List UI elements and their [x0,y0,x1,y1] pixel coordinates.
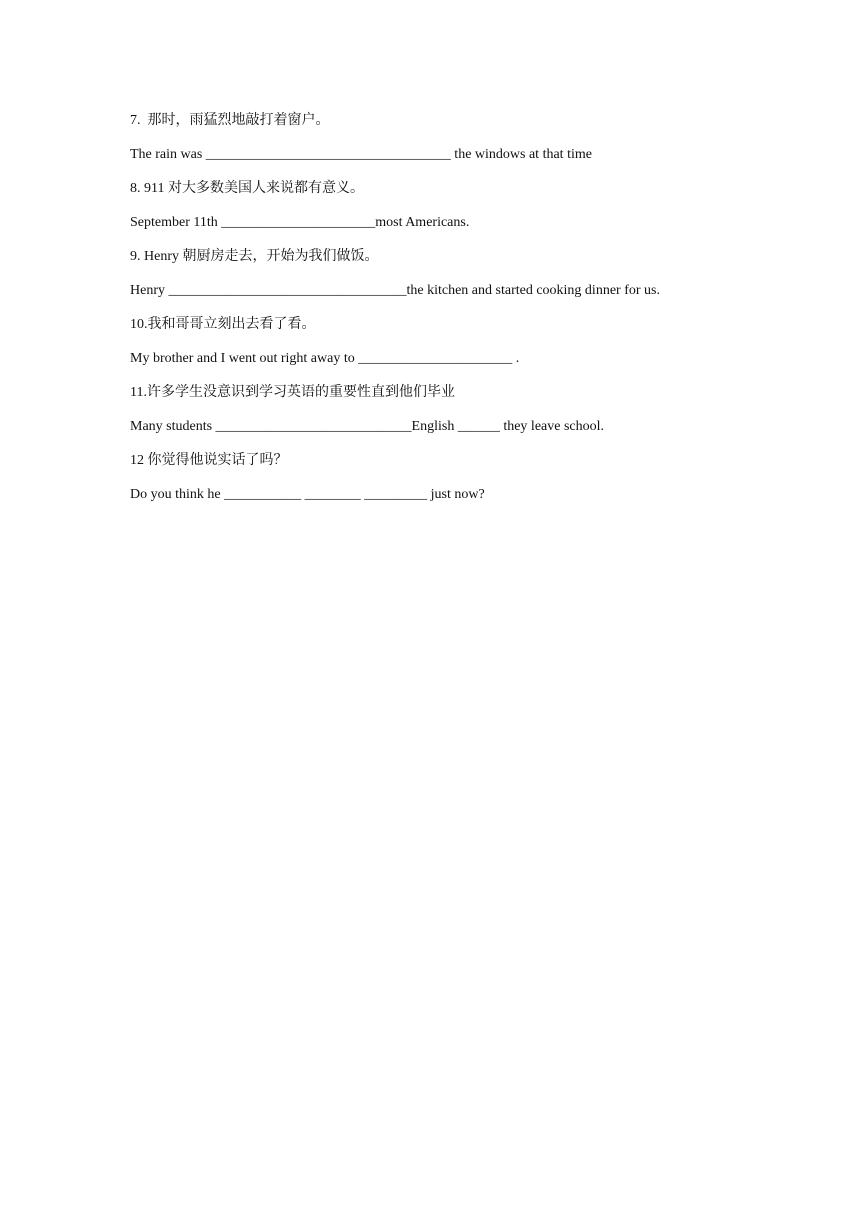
question-10-sentence: My brother and I went out right away to ______________________ . [130,351,520,366]
question-8-prompt: 8. 911 对大多数美国人来说都有意义。 [130,181,364,196]
question-10-prompt: 10.我和哥哥立刻出去看了看。 [130,317,316,332]
question-9-sentence: Henry __________________________________the kitchen and started cooking dinner for us. [130,283,660,298]
question-11-prompt: 11.许多学生没意识到学习英语的重要性直到他们毕业 [130,385,455,400]
question-11-sentence: Many students ____________________________English ______ they leave school. [130,419,605,434]
question-12-sentence: Do you think he ___________ ________ _________ just now? [130,487,485,502]
question-7-sentence: The rain was ___________________________________ the windows at that time [130,147,592,162]
question-7-prompt: 7. 那时，雨猛烈地敲打着窗户。 [130,113,330,128]
question-9-prompt: 9. Henry 朝厨房走去，开始为我们做饭。 [130,249,379,264]
question-8-sentence: September 11th ______________________most Americans. [130,215,470,230]
question-12-prompt: 12 你觉得他说实话了吗？ [130,453,288,468]
exercise-list [130,111,770,519]
